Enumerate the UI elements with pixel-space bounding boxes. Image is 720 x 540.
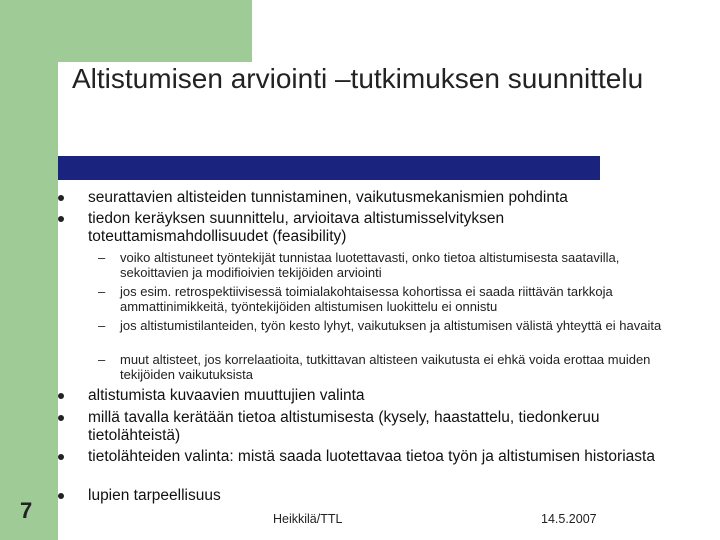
sub-bullet-item: – muut altisteet, jos korrelaatioita, tutkittavan altisteen vaikutusta ei ehkä voida erottaa muiden tekijöiden vaikutuksista (120, 352, 665, 382)
bullet-item: altistumista kuvaavien muuttujien valinta (88, 387, 688, 405)
bullet-item: seurattavien altisteiden tunnistaminen, vaikutusmekanismien pohdinta (88, 189, 688, 207)
slide-number: 7 (20, 498, 33, 523)
sub-bullet-item: – voiko altistuneet työntekijät tunnistaa luotettavasti, onko tietoa altistumisesta saatavilla, sekoittavien ja modifioivien tekijöiden arviointi (120, 250, 665, 280)
title-rule (58, 156, 600, 180)
bullet-item: tietolähteiden valinta: mistä saada luotettavaa tietoa työn ja altistumisen historiasta (88, 448, 688, 466)
footer-date: 14.5.2007 (541, 512, 597, 526)
slide-title: Altistumisen arviointi –tutkimuksen suunnittelu (72, 63, 644, 94)
top-accent-block (58, 0, 252, 62)
bullet-item: tiedon keräyksen suunnittelu, arvioitava altistumisselvityksen toteuttamismahdollisuudet (feasibility) (88, 210, 688, 246)
sub-bullet-item: – jos esim. retrospektiivisessä toimialakohtaisessa kohortissa ei saada riittävän tarkkoja ammattinimikkeitä, työntekijöiden altistumisen luokittelu ei onnistu (120, 284, 665, 314)
sub-bullet-item: – jos altistumistilanteiden, työn kesto lyhyt, vaikutuksen ja altistumisen välistä yhteyttä ei havaita (120, 318, 665, 333)
bullet-item: lupien tarpeellisuus (88, 487, 688, 505)
side-accent-bar (0, 0, 58, 540)
bullet-item: millä tavalla kerätään tietoa altistumisesta (kysely, haastattelu, tiedonkeruu tietolähteistä) (88, 409, 688, 445)
footer-author: Heikkilä/TTL (273, 512, 343, 526)
